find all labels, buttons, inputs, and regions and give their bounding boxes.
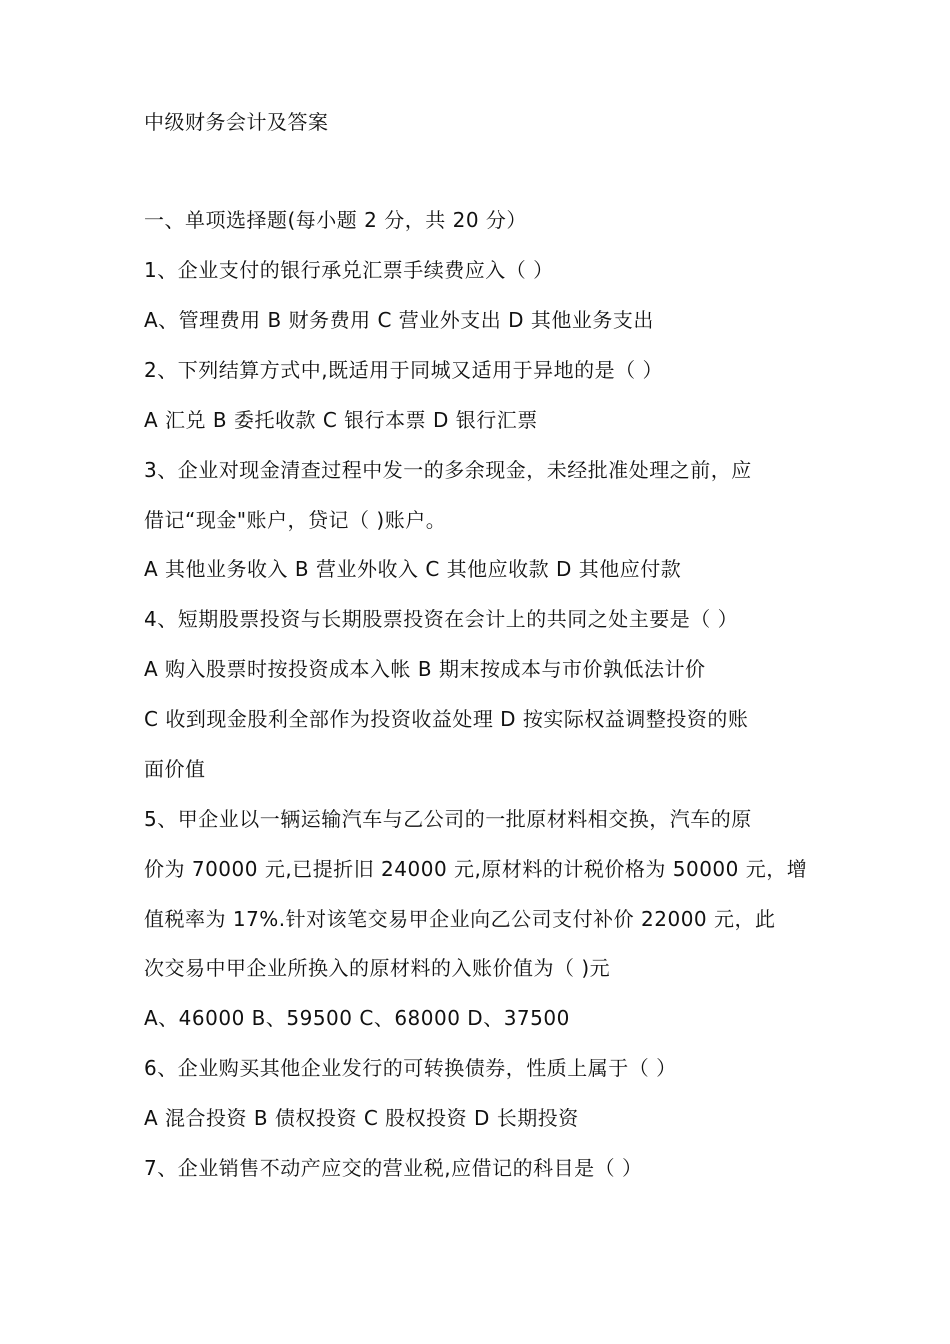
question-5-line-3: 值税率为 17%.针对该笔交易甲企业向乙公司支付补价 22000 元，此 [144, 907, 776, 931]
question-2-options: A 汇兑 B 委托收款 C 银行本票 D 银行汇票 [144, 408, 538, 432]
question-3-line-2: 借记“现金"账户，贷记（ )账户。 [144, 508, 447, 532]
question-5-line-2: 价为 70000 元,已提折旧 24000 元,原材料的计税价格为 50000 元，增 [144, 857, 808, 881]
question-5-line-4: 次交易中甲企业所换入的原材料的入账价值为（ )元 [144, 956, 611, 980]
question-2: 2、下列结算方式中,既适用于同城又适用于异地的是（ ） [144, 358, 663, 382]
question-4-options-1: A 购入股票时按投资成本入帐 B 期末按成本与市价孰低法计价 [144, 657, 706, 681]
question-1-options: A、管理费用 B 财务费用 C 营业外支出 D 其他业务支出 [144, 308, 654, 332]
question-6-options: A 混合投资 B 债权投资 C 股权投资 D 长期投资 [144, 1106, 579, 1130]
question-4-options-3: 面价值 [144, 757, 206, 781]
question-5-options: A、46000 B、59500 C、68000 D、37500 [144, 1006, 570, 1030]
document-title: 中级财务会计及答案 [144, 110, 329, 134]
question-4: 4、短期股票投资与长期股票投资在会计上的共同之处主要是（ ） [144, 607, 739, 631]
question-4-options-2: C 收到现金股利全部作为投资收益处理 D 按实际权益调整投资的账 [144, 707, 749, 731]
question-5-line-1: 5、甲企业以一辆运输汽车与乙公司的一批原材料相交换，汽车的原 [144, 807, 752, 831]
question-1: 1、企业支付的银行承兑汇票手续费应入（ ） [144, 258, 554, 282]
question-7: 7、企业销售不动产应交的营业税,应借记的科目是（ ） [144, 1156, 643, 1180]
question-6: 6、企业购买其他企业发行的可转换债券，性质上属于（ ） [144, 1056, 677, 1080]
section-heading: 一、单项选择题(每小题 2 分，共 20 分） [144, 208, 527, 232]
question-3-options: A 其他业务收入 B 营业外收入 C 其他应收款 D 其他应付款 [144, 557, 682, 581]
question-3-line-1: 3、企业对现金清查过程中发一的多余现金，未经批准处理之前，应 [144, 458, 752, 482]
